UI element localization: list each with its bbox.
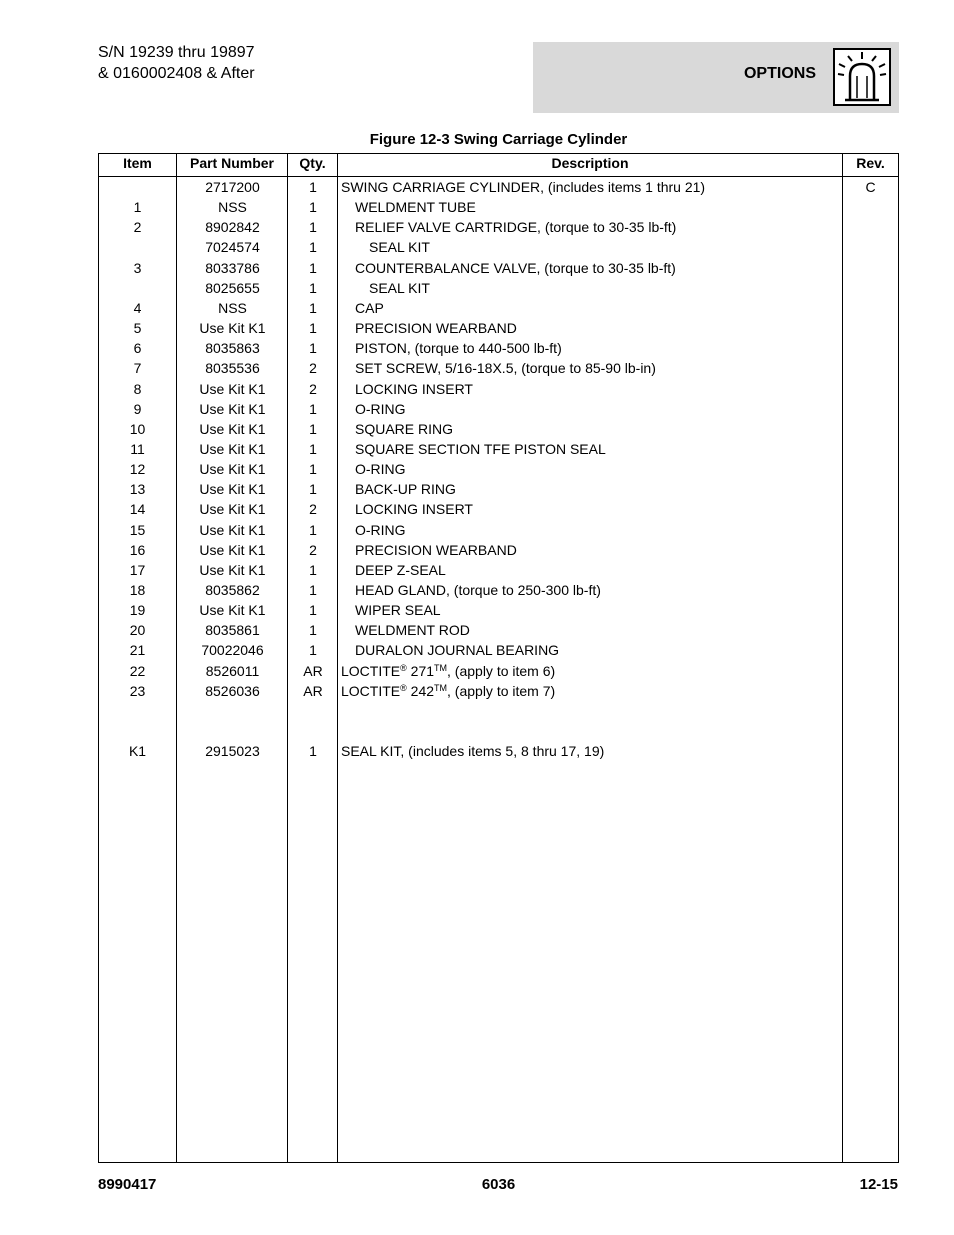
description: PISTON, (torque to 440-500 lb-ft) (355, 340, 562, 357)
quantity: 1 (309, 320, 317, 337)
quantity: 1 (309, 179, 317, 195)
item-number: 21 (129, 642, 146, 659)
header-part-number: Part Number (189, 155, 275, 171)
description-tail: , (apply to item 6) (447, 662, 556, 679)
part-number: 8035861 (205, 622, 260, 639)
trademark-mark: TM (434, 682, 448, 693)
description: WELDMENT TUBE (355, 199, 476, 216)
description: DURALON JOURNAL BEARING (355, 642, 560, 659)
table-row (99, 439, 898, 459)
part-number: Use Kit K1 (199, 602, 266, 619)
table-row (99, 298, 898, 318)
description: WIPER SEAL (355, 602, 441, 619)
item-number: 11 (130, 440, 145, 457)
quantity: 1 (309, 440, 317, 457)
description: O-RING (355, 521, 406, 538)
table-row (99, 318, 898, 338)
quantity: 1 (309, 481, 317, 498)
item-number: 17 (129, 561, 146, 578)
quantity: 1 (309, 219, 317, 236)
quantity: 1 (309, 299, 317, 316)
quantity: 2 (309, 541, 317, 558)
description: SET SCREW, 5/16-18X.5, (torque to 85-90 lb-in) (355, 360, 656, 377)
part-number: NSS (218, 299, 247, 316)
part-number: 2717200 (205, 179, 260, 195)
part-number: Use Kit K1 (199, 320, 266, 337)
quantity: 1 (309, 259, 317, 276)
quantity: AR (303, 682, 323, 699)
item-number: 12 (129, 461, 146, 478)
table-row (99, 399, 898, 419)
header-rev: Rev. (856, 155, 885, 171)
table-row (99, 520, 898, 540)
quantity: 1 (309, 602, 317, 619)
description: LOCKING INSERT (355, 380, 473, 397)
part-number: Use Kit K1 (199, 380, 266, 397)
serial-line-1: S/N 19239 thru 19897 (98, 44, 255, 61)
description-number: 271 (406, 662, 435, 679)
description: BACK-UP RING (355, 481, 456, 498)
part-number: 8035536 (205, 360, 260, 377)
quantity: 1 (309, 622, 317, 639)
item-number: 23 (129, 682, 146, 699)
description (341, 661, 841, 681)
description: WELDMENT ROD (355, 622, 470, 639)
serial-range (98, 42, 255, 84)
quantity: 1 (309, 582, 317, 598)
part-number: Use Kit K1 (199, 521, 266, 538)
registered-mark: ® (400, 662, 407, 673)
quantity: 1 (309, 521, 317, 538)
description: RELIEF VALVE CARTRIDGE, (torque to 30-35 lb-ft) (355, 219, 677, 236)
table-row (99, 540, 898, 560)
description: LOCKING INSERT (355, 501, 473, 518)
quantity: AR (303, 662, 323, 679)
table-row (99, 358, 898, 378)
description: SEAL KIT (369, 279, 430, 296)
item-number: 5 (133, 320, 142, 337)
part-number: 70022046 (201, 642, 264, 659)
item-number: 6 (133, 340, 142, 357)
description (341, 681, 841, 701)
figure-title: Figure 12-3 Swing Carriage Cylinder (369, 131, 628, 148)
item-number: 8 (133, 380, 142, 397)
footer-doc-number: 8990417 (98, 1176, 157, 1193)
item-number: 20 (129, 622, 146, 639)
item-number: 18 (129, 582, 146, 598)
item-number: 13 (129, 481, 146, 498)
part-number: Use Kit K1 (199, 400, 266, 417)
table-row (99, 237, 898, 257)
table-row (99, 217, 898, 237)
description: PRECISION WEARBAND (355, 541, 517, 558)
table-row (99, 580, 898, 600)
description: O-RING (355, 461, 406, 478)
quantity: 1 (309, 199, 317, 216)
part-number: Use Kit K1 (199, 461, 266, 478)
table-row (99, 258, 898, 278)
quantity: 1 (309, 239, 317, 256)
description: SQUARE RING (355, 420, 454, 437)
table-row (99, 197, 898, 217)
item-number: 9 (133, 400, 142, 417)
item-number: 2 (133, 219, 142, 236)
quantity: 2 (309, 360, 317, 377)
quantity: 1 (309, 420, 317, 437)
part-number: Use Kit K1 (199, 561, 266, 578)
item-number: 16 (129, 541, 146, 558)
item-number: 19 (129, 602, 146, 619)
table-row (99, 379, 898, 399)
table-row (99, 661, 898, 681)
description: COUNTERBALANCE VALVE, (torque to 30-35 lb-ft) (355, 259, 676, 276)
quantity: 1 (309, 400, 317, 417)
footer-page-number: 12-15 (859, 1176, 898, 1193)
quantity: 1 (309, 279, 317, 296)
part-number: Use Kit K1 (199, 541, 266, 558)
table-row (99, 499, 898, 519)
part-number: 8035862 (205, 582, 260, 598)
part-number: 8526036 (205, 682, 260, 699)
item-number: 10 (129, 420, 146, 437)
serial-line-2: & 0160002408 & After (98, 65, 255, 82)
description: SQUARE SECTION TFE PISTON SEAL (355, 440, 606, 457)
table-row (99, 681, 898, 701)
table-row (99, 721, 898, 741)
description: DEEP Z-SEAL (355, 561, 446, 578)
table-row (99, 479, 898, 499)
item-number: 4 (133, 299, 142, 316)
description-brand: LOCTITE (341, 682, 401, 699)
description: PRECISION WEARBAND (355, 320, 517, 337)
description: SEAL KIT (369, 239, 430, 256)
description-tail: , (apply to item 7) (447, 682, 556, 699)
table-row (99, 278, 898, 298)
part-number: 7024574 (205, 239, 260, 256)
description: O-RING (355, 400, 406, 417)
part-number: Use Kit K1 (199, 501, 266, 518)
part-number: Use Kit K1 (199, 481, 266, 498)
table-row (99, 640, 898, 660)
description: SEAL KIT, (includes items 5, 8 thru 17, 19) (341, 743, 605, 760)
registered-mark: ® (400, 682, 407, 693)
description-number: 242 (406, 682, 435, 699)
item-number: 15 (129, 521, 146, 538)
section-title: OPTIONS (743, 65, 816, 82)
quantity: 1 (309, 743, 317, 760)
revision: C (865, 179, 876, 195)
parts-table (98, 153, 899, 1163)
table-row (99, 177, 898, 197)
part-number: Use Kit K1 (199, 440, 266, 457)
description: CAP (355, 299, 384, 316)
quantity: 2 (309, 380, 317, 397)
description-brand: LOCTITE (341, 662, 401, 679)
part-number: Use Kit K1 (199, 420, 266, 437)
part-number: 8902842 (205, 219, 260, 236)
part-number: 2915023 (205, 743, 260, 760)
trademark-mark: TM (434, 662, 448, 673)
header-description: Description (551, 155, 629, 171)
quantity: 1 (309, 642, 317, 659)
table-row (99, 600, 898, 620)
quantity: 1 (309, 340, 317, 357)
item-number: 1 (133, 199, 142, 216)
section-banner (533, 42, 899, 113)
quantity: 1 (309, 461, 317, 478)
description: SWING CARRIAGE CYLINDER, (includes items 1 thru 21) (341, 179, 706, 195)
header-qty: Qty. (299, 155, 326, 171)
item-number: 7 (133, 360, 142, 377)
part-number: 8526011 (205, 662, 260, 679)
table-row (99, 459, 898, 479)
table-row (99, 560, 898, 580)
table-row (99, 338, 898, 358)
quantity: 1 (309, 561, 317, 578)
footer-model: 6036 (481, 1176, 516, 1193)
item-number: 3 (133, 259, 142, 276)
item-number: K1 (128, 743, 147, 760)
header-item: Item (123, 155, 152, 171)
part-number: 8035863 (205, 340, 260, 357)
table-row (99, 741, 898, 761)
beacon-light-icon (833, 48, 891, 106)
table-row (99, 620, 898, 640)
part-number: 8025655 (205, 279, 260, 296)
item-number: 22 (129, 662, 146, 679)
table-row (99, 701, 898, 721)
part-number: 8033786 (205, 259, 260, 276)
table-row (99, 419, 898, 439)
part-number: NSS (218, 199, 247, 216)
item-number: 14 (129, 501, 146, 518)
description: HEAD GLAND, (torque to 250-300 lb-ft) (355, 582, 601, 598)
quantity: 2 (309, 501, 317, 518)
